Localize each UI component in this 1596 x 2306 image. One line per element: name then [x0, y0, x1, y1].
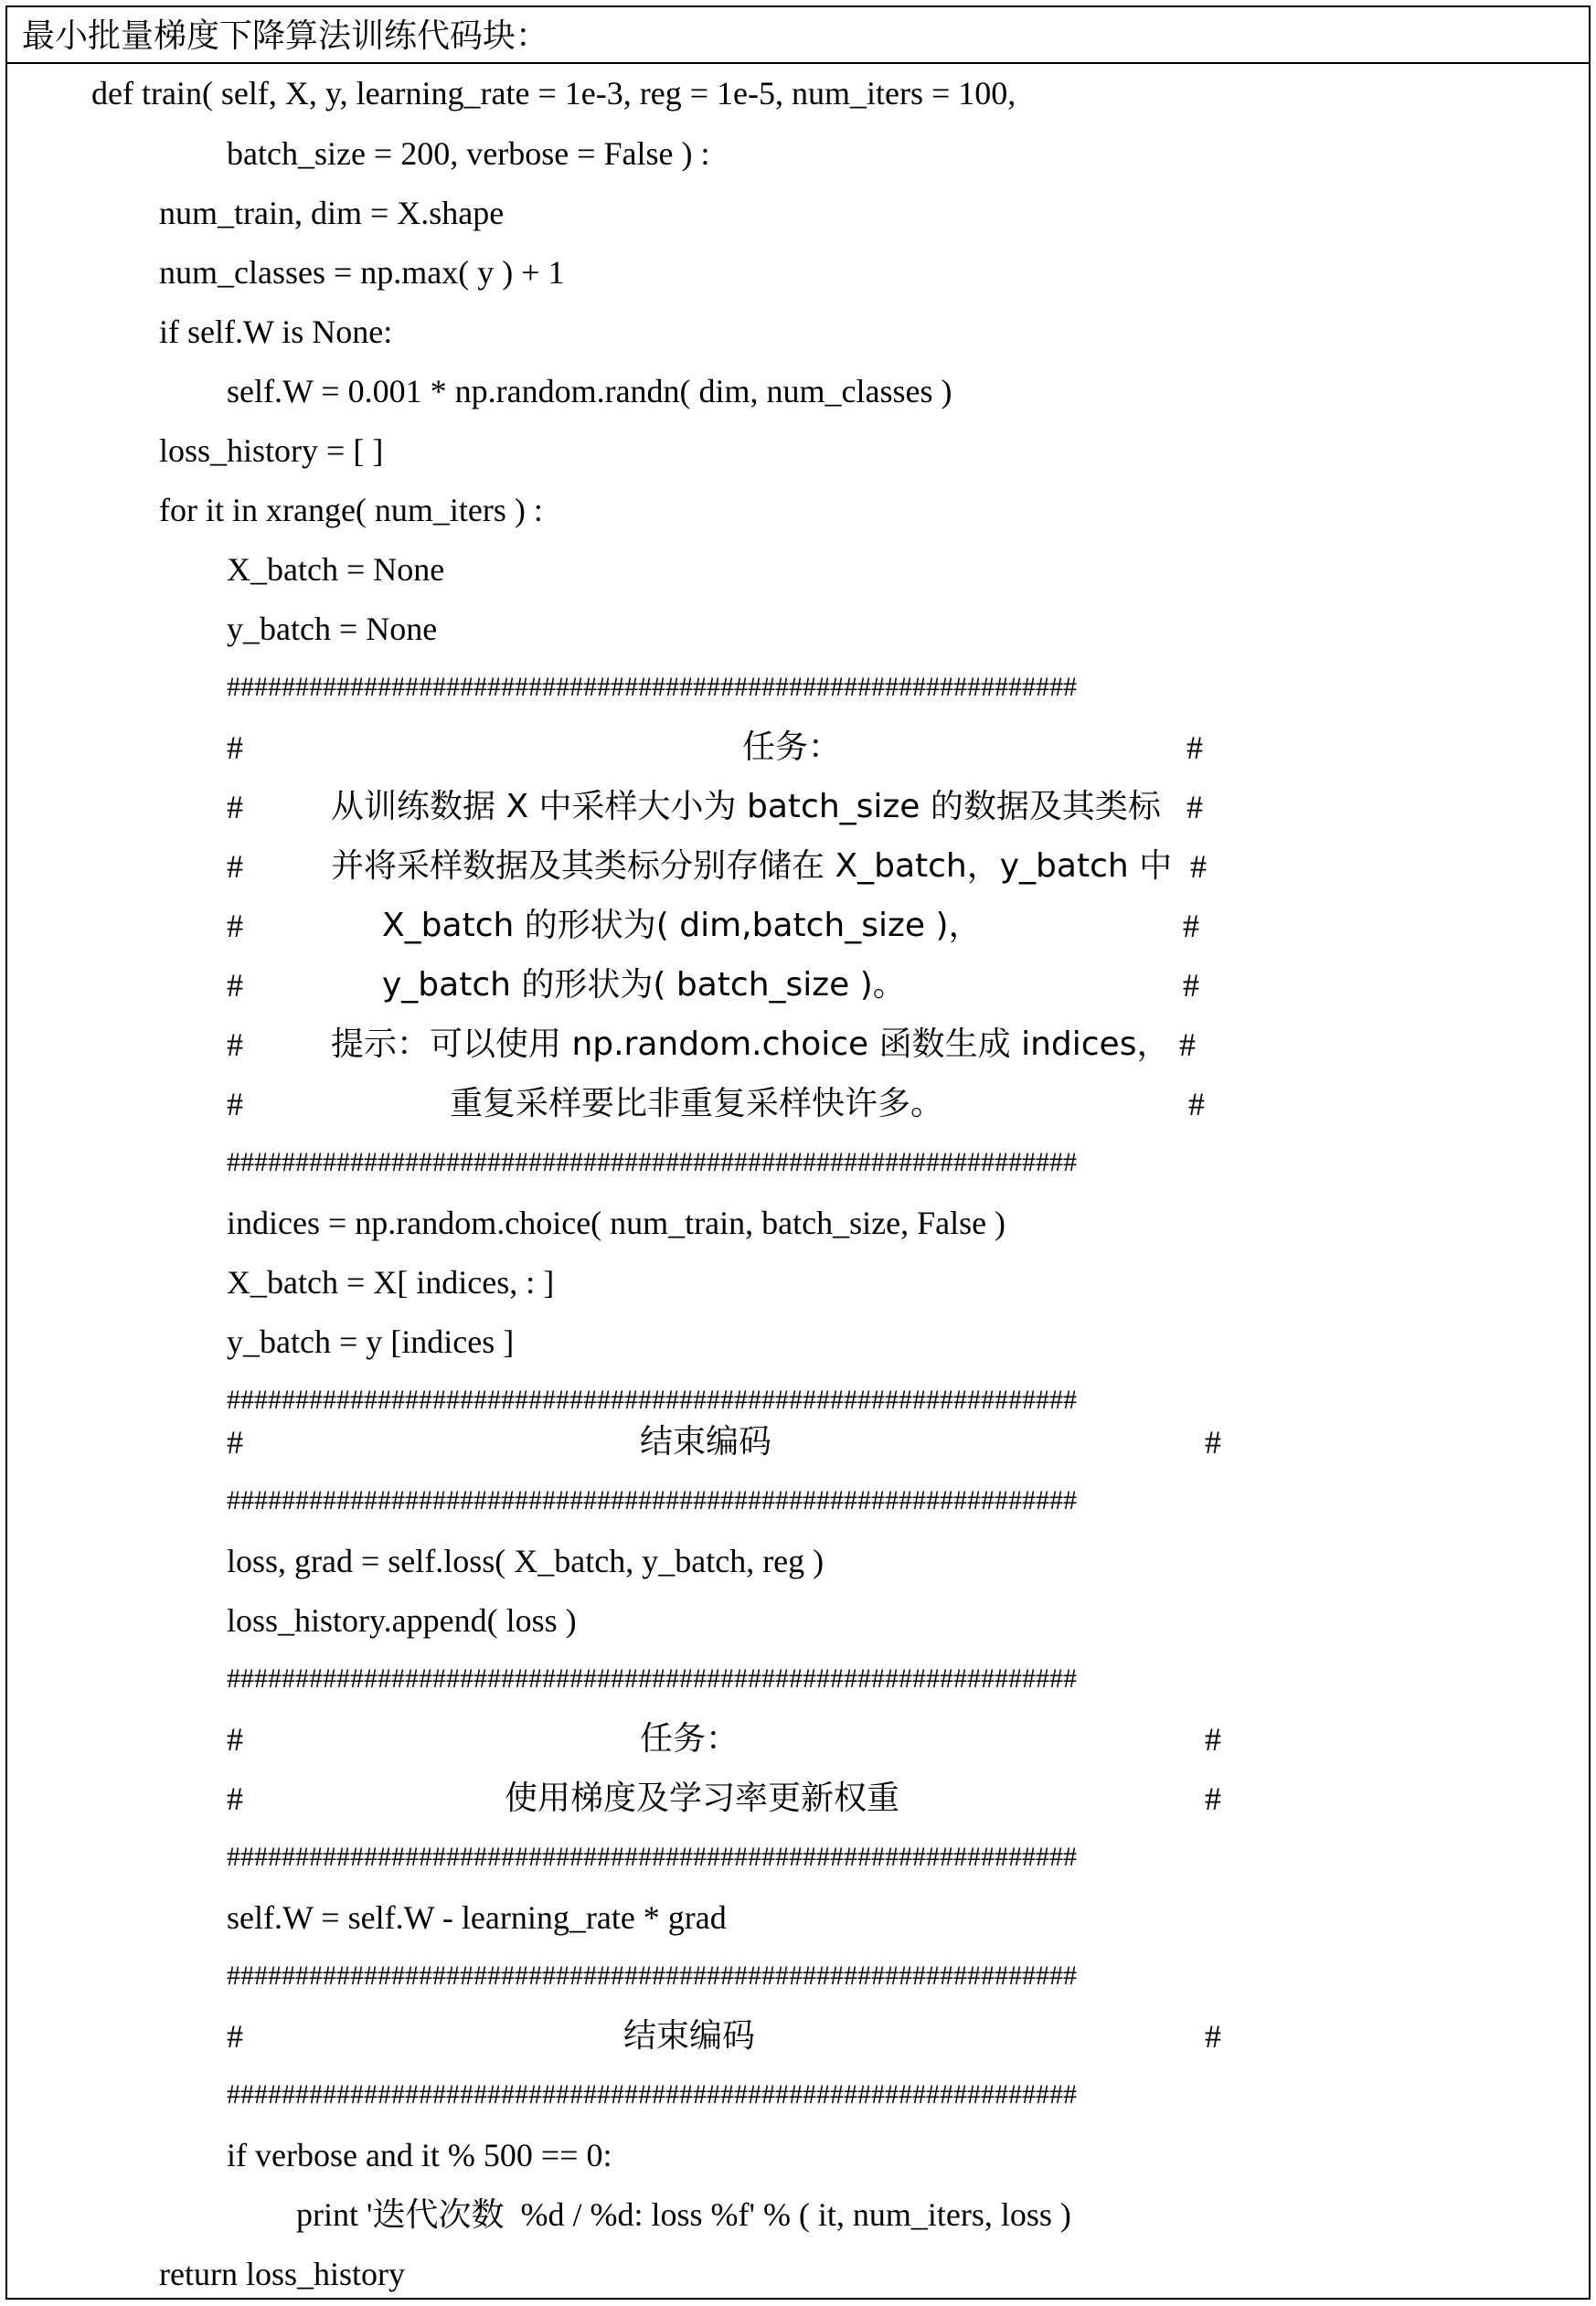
hash-separator: ##############################################################	[227, 1147, 1077, 1177]
comment-hash: #	[1205, 2018, 1221, 2055]
hash-separator: ##############################################################	[227, 2079, 1077, 2109]
code-line-loss: loss, grad = self.loss( X_batch, y_batch, reg )	[227, 1543, 825, 1579]
comment-hash: #	[227, 1780, 243, 1817]
comment-line: X_batch 的形状为( dim,batch_size )，	[382, 907, 982, 944]
code-line-shape: num_train, dim = X.shape	[159, 195, 505, 231]
hash-separator: ##############################################################	[227, 1485, 1077, 1515]
comment-hash: #	[1186, 789, 1203, 825]
code-line-def: def train( self, X, y, learning_rate = 1e-3, reg = 1e-5, num_iters = 100,	[91, 75, 1016, 112]
comment-hash: #	[1205, 1780, 1221, 1817]
comment-task-title: 任务：	[640, 1720, 739, 1758]
comment-hash: #	[227, 789, 243, 825]
comment-end-coding: 结束编码	[623, 2017, 756, 2055]
hash-separator: ##############################################################	[227, 1842, 1077, 1872]
code-line-print: print '迭代次数 %d / %d: loss %f' % ( it, num_iters, loss )	[296, 2196, 1071, 2233]
code-line-indices: indices = np.random.choice( num_train, batch_size, False )	[227, 1205, 1006, 1241]
comment-line: y_batch 的形状为( batch_size )。	[382, 966, 906, 1004]
comment-hash: #	[227, 2018, 243, 2055]
comment-hash: #	[227, 1721, 243, 1758]
comment-hash: #	[1190, 848, 1207, 885]
comment-hash: #	[227, 1424, 243, 1461]
code-line-w-init: self.W = 0.001 * np.random.randn( dim, num_classes )	[227, 373, 952, 409]
comment-hash: #	[227, 908, 243, 944]
comment-line: 并将采样数据及其类标分别存储在 X_batch，y_batch 中	[331, 847, 1173, 885]
comment-hash: #	[1183, 908, 1199, 944]
comment-hash: #	[1183, 967, 1199, 1004]
hash-separator: ##############################################################	[227, 1663, 1077, 1694]
code-line-xbatch-select: X_batch = X[ indices, : ]	[227, 1264, 555, 1301]
code-line-append: loss_history.append( loss )	[227, 1602, 577, 1639]
comment-line: 使用梯度及学习率更新权重	[505, 1780, 900, 1817]
comment-hash: #	[227, 848, 243, 885]
header-cell	[7, 7, 1589, 64]
code-line-ybatch-select: y_batch = y [indices ]	[227, 1323, 515, 1360]
code-line-xbatch-none: X_batch = None	[227, 551, 445, 588]
code-line-verbose: if verbose and it % 500 == 0:	[227, 2137, 612, 2173]
comment-hash: #	[1179, 1026, 1196, 1063]
code-line-def-cont: batch_size = 200, verbose = False ) :	[227, 135, 710, 172]
comment-hash: #	[227, 967, 243, 1004]
code-line-if-w: if self.W is None:	[159, 313, 393, 350]
hash-separator: ##############################################################	[227, 672, 1077, 702]
comment-hash: #	[1205, 1424, 1221, 1461]
comment-task-title: 任务：	[742, 728, 842, 766]
document-title: 最小批量梯度下降算法训练代码块：	[22, 17, 549, 55]
code-line-return: return loss_history	[159, 2256, 405, 2292]
comment-line: 重复采样要比非重复采样快许多。	[450, 1085, 944, 1122]
comment-hash: #	[227, 1026, 243, 1063]
code-line-update: self.W = self.W - learning_rate * grad	[227, 1899, 727, 1936]
comment-hash: #	[1186, 729, 1203, 766]
comment-hash: #	[1205, 1721, 1221, 1758]
hash-separator: ##############################################################	[227, 1961, 1077, 1991]
comment-hash: #	[1188, 1086, 1205, 1122]
comment-end-coding: 结束编码	[640, 1423, 772, 1461]
comment-line: 提示：可以使用 np.random.choice 函数生成 indices，	[331, 1025, 1170, 1063]
code-line-ybatch-none: y_batch = None	[227, 611, 438, 647]
code-line-classes: num_classes = np.max( y ) + 1	[159, 254, 565, 291]
comment-line: 从训练数据 X 中采样大小为 batch_size 的数据及其类标	[331, 788, 1161, 825]
hash-separator: ##############################################################	[227, 1385, 1077, 1415]
comment-hash: #	[227, 1086, 243, 1122]
code-line-loss-history: loss_history = [ ]	[159, 432, 384, 469]
code-line-for: for it in xrange( num_iters ) :	[159, 492, 543, 528]
comment-hash: #	[227, 729, 243, 766]
